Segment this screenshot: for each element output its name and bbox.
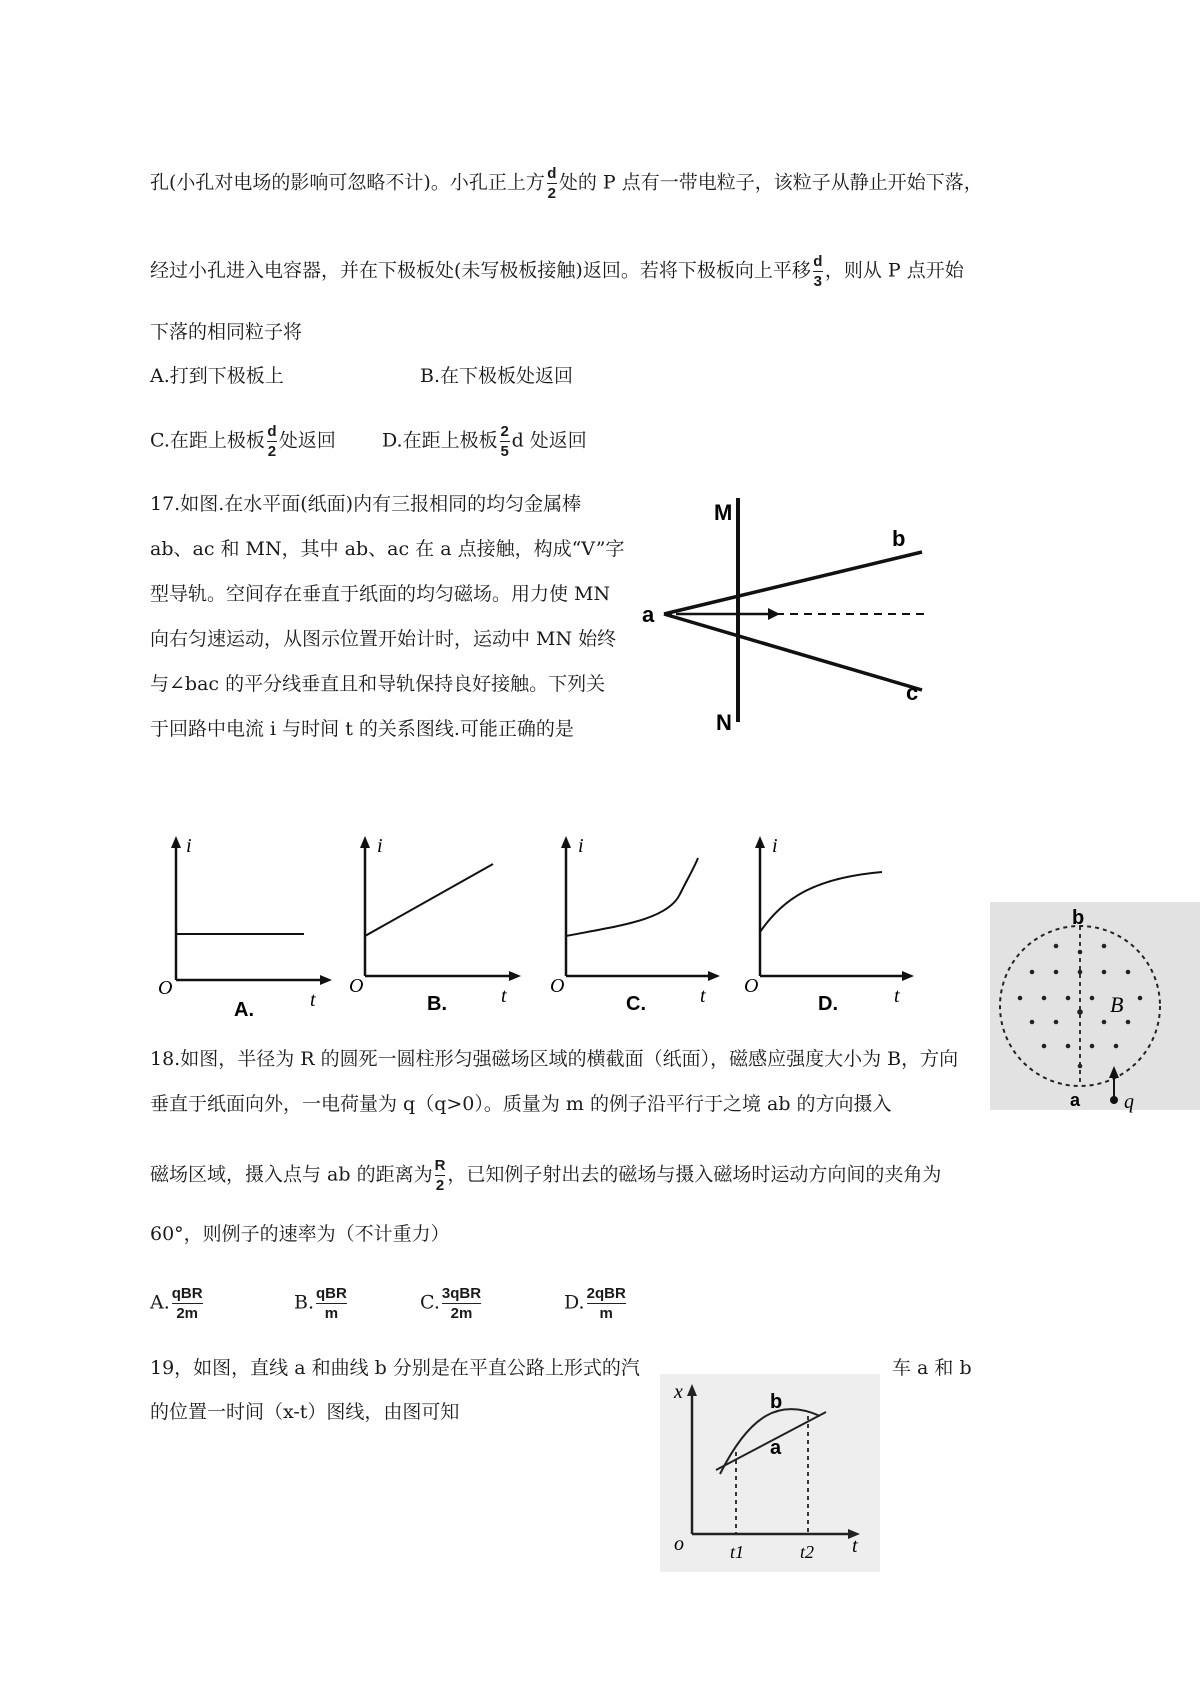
- q16-option-d: D.在距上极板 $\frac{2}{5}$ d 处返回: [382, 423, 587, 460]
- graph-c: [548, 830, 738, 1030]
- origin-label: O: [550, 975, 565, 997]
- x-t-graph-figure: [660, 1374, 880, 1572]
- label-curve-b: b: [770, 1391, 783, 1413]
- fraction-option-b: $\frac{\text{qBR}}{m}$: [316, 1285, 347, 1322]
- fraction-d-over-2: $\frac{d}{2}$: [547, 165, 557, 202]
- x-axis-arrow-icon: [320, 975, 332, 985]
- fraction-d-over-3: $\frac{d}{3}$: [813, 253, 823, 290]
- y-label-i: i: [578, 835, 584, 857]
- q16-line-2-text-b: ，则从 P 点开始: [824, 259, 964, 282]
- x-label-t: t: [501, 985, 507, 1007]
- x-label-t: t: [894, 985, 900, 1007]
- q17-line-5: 与∠bac 的平分线垂直且和导轨保持良好接触。下列关: [150, 673, 606, 695]
- label-t2: t2: [800, 1542, 815, 1562]
- q18-line-2: 垂直于纸面向外，一电荷量为 q（q>0）。质量为 m 的例子沿平行于之境 ab 的方向摄入: [150, 1093, 892, 1115]
- fraction-option-d: $\frac{\text{2qBR}}{m}$: [586, 1285, 626, 1322]
- graph-a: [150, 830, 340, 1030]
- curve-increasing-concave-up: [566, 858, 698, 936]
- q19-line-1-a: 19，如图，直线 a 和曲线 b 分别是在平直公路上形式的汽: [150, 1357, 640, 1379]
- q17-line-2: ab、ac 和 MN，其中 ab、ac 在 a 点接触，构成“V”字: [150, 538, 625, 560]
- y-label-i: i: [186, 835, 192, 857]
- axis-label-t: t: [852, 1535, 858, 1557]
- y-axis-arrow-icon: [171, 836, 181, 848]
- q17-line-1: 17.如图.在水平面(纸面)内有三报相同的均匀金属棒: [150, 493, 582, 515]
- graph-b: [345, 830, 535, 1030]
- fraction-option-a: $\frac{\text{qBR}}{2m}$: [171, 1285, 203, 1322]
- q16-line-1-text-a: 孔(小孔对电场的影响可忽略不计)。小孔正上方: [150, 171, 545, 194]
- q19-line-2: 的位置一时间（x-t）图线，由图可知: [150, 1401, 460, 1423]
- origin-label: o: [674, 1533, 684, 1555]
- y-axis-arrow-icon: [561, 836, 571, 848]
- q16-option-b: B.在下极板处返回: [420, 365, 574, 387]
- graph-label-a: A.: [234, 999, 254, 1021]
- rail-ac: [664, 614, 922, 690]
- origin-label: O: [744, 975, 759, 997]
- curve-linear: [365, 864, 493, 936]
- q16-line-2: [150, 254, 964, 289]
- axis-label-x: x: [674, 1381, 683, 1403]
- q19-line-1-b: 车 a 和 b: [892, 1357, 972, 1379]
- y-axis-arrow-icon: [360, 836, 370, 848]
- q16-line-2-text-a: 经过小孔进入电容器，并在下极板处(未写极板接触)返回。若将下极板向上平移: [150, 259, 811, 282]
- label-c: c: [906, 680, 919, 705]
- q16-line-3: 下落的相同粒子将: [150, 321, 303, 343]
- graph-d: [742, 830, 932, 1030]
- q18-option-b: B. $\frac{\text{qBR}}{m}$: [294, 1285, 347, 1322]
- q18-line-1: 18.如图，半径为 R 的圆死一圆柱形匀强磁场区域的横截面（纸面），磁感应强度大小为 B，方向: [150, 1048, 959, 1070]
- particle-dot: [1110, 1096, 1118, 1104]
- y-label-i: i: [772, 835, 778, 857]
- graph-label-b: B.: [427, 993, 447, 1015]
- label-m: M: [714, 500, 733, 525]
- y-label-i: i: [377, 835, 383, 857]
- x-axis-arrow-icon: [708, 971, 720, 981]
- q17-line-4: 向右匀速运动，从图示位置开始计时，运动中 MN 始终: [150, 628, 617, 650]
- q18-option-a: A. $\frac{\text{qBR}}{2m}$: [150, 1285, 203, 1322]
- q16-line-1: [150, 166, 983, 201]
- label-field-b: B: [1110, 992, 1124, 1017]
- origin-label: O: [158, 977, 173, 999]
- graph-label-c: C.: [626, 993, 646, 1015]
- label-b-top: b: [1072, 907, 1085, 929]
- fraction-option-c: $\frac{\text{3qBR}}{2m}$: [441, 1285, 482, 1322]
- q16-option-c: C.在距上极板 $\frac{d}{2}$ 处返回: [150, 423, 336, 460]
- q18-option-d: D. $\frac{\text{2qBR}}{m}$: [564, 1285, 626, 1322]
- curve-increasing-saturating: [760, 872, 882, 932]
- figure-background: [990, 902, 1200, 1110]
- y-axis-arrow-icon: [755, 836, 765, 848]
- x-axis-arrow-icon: [509, 971, 521, 981]
- velocity-arrowhead: [768, 608, 780, 620]
- v-rail-figure: [630, 490, 950, 750]
- label-n: N: [716, 710, 732, 735]
- q17-line-6: 于回路中电流 i 与时间 t 的关系图线.可能正确的是: [150, 718, 574, 740]
- label-b: b: [892, 526, 906, 551]
- label-line-a: a: [770, 1437, 782, 1459]
- magnetic-field-figure: [990, 902, 1200, 1113]
- label-a-bottom: a: [1070, 1090, 1081, 1110]
- q16-line-1-text-b: 处的 P 点有一带电粒子，该粒子从静止开始下落，: [558, 171, 983, 194]
- label-q: q: [1124, 1091, 1134, 1113]
- x-label-t: t: [310, 989, 316, 1011]
- label-a: a: [642, 602, 655, 627]
- graph-label-d: D.: [818, 993, 838, 1015]
- q18-option-c: C. $\frac{\text{3qBR}}{2m}$: [420, 1285, 482, 1322]
- fraction-option-c: $\frac{d}{2}$: [267, 423, 277, 460]
- origin-label: O: [349, 975, 364, 997]
- rail-ab: [664, 552, 922, 614]
- x-label-t: t: [700, 985, 706, 1007]
- q16-option-a: A.打到下极板上: [150, 365, 284, 387]
- fraction-option-d: $\frac{2}{5}$: [500, 423, 509, 460]
- q17-line-3: 型导轨。空间存在垂直于纸面的均匀磁场。用力使 MN: [150, 583, 611, 605]
- q18-line-4: 60°，则例子的速率为（不计重力）: [150, 1223, 450, 1245]
- fraction-r-over-2: $\frac{R}{2}$: [434, 1157, 446, 1194]
- q18-line-3: 磁场区域，摄入点与 ab 的距离为 $\frac{R}{2}$ ，已知例子射出去的磁场与摄入磁场时运动方向间的夹角为: [150, 1157, 942, 1194]
- x-axis-arrow-icon: [902, 971, 914, 981]
- label-t1: t1: [730, 1542, 745, 1562]
